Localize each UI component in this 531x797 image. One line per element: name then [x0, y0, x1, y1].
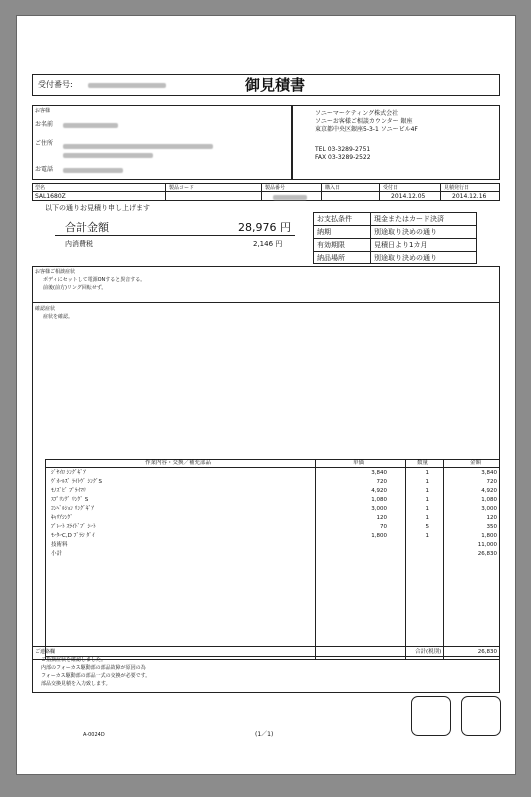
item-amount: 350 — [486, 524, 497, 530]
item-qty: 1 — [425, 479, 429, 485]
payment-terms-label: お支払条件 — [317, 215, 352, 223]
payment-terms-value: 現金またはカード決済 — [374, 215, 444, 223]
table-row — [45, 523, 499, 531]
item-amount: 3,840 — [481, 470, 497, 476]
table-row — [45, 505, 499, 513]
col-header-unit-price: 単価 — [353, 460, 365, 466]
receipt-number-redacted — [88, 83, 166, 88]
product-code-label: 製品コード — [169, 185, 195, 191]
serial-redacted — [273, 195, 307, 200]
item-qty: 1 — [425, 506, 429, 512]
quote-date-value: 2014.12.16 — [452, 193, 487, 200]
customer-address2-redacted — [63, 153, 153, 158]
request-line2: 前後(前方)リング回転せず。 — [43, 285, 107, 291]
delivery-value: 別途取り決めの通り — [374, 228, 437, 236]
item-name: ｼﾞﾔｲﾛ ｼﾝｸﾞｷﾞｱ — [51, 470, 86, 476]
item-qty: 1 — [425, 515, 429, 521]
tax-label: 内消費税 — [65, 240, 93, 248]
col-header-amount: 金額 — [470, 460, 482, 466]
summary-intro: 以下の通りお見積り申し上げます — [45, 204, 150, 212]
item-amount: 4,920 — [481, 488, 497, 494]
document-title: 御見積書 — [245, 76, 306, 94]
header-bar — [32, 74, 500, 96]
item-unit: 1,800 — [371, 533, 387, 539]
customer-address-label: ご住所 — [35, 140, 54, 147]
notes-line3: フォーカス駆動部の部品一式の交換が必要です。 — [41, 673, 151, 679]
total-amount-label: 合計金額 — [65, 221, 109, 234]
table-row — [45, 469, 499, 477]
item-name: 小計 — [51, 551, 63, 557]
customer-phone-redacted — [63, 168, 123, 173]
item-unit: 120 — [376, 515, 387, 521]
receipt-number-label: 受付番号: — [38, 80, 73, 89]
received-date-label: 受付日 — [383, 185, 399, 191]
table-row — [45, 514, 499, 522]
footer-code: A-0024D — [83, 732, 105, 738]
product-info-table — [32, 183, 500, 201]
work-details-box — [32, 266, 500, 660]
model-value: SAL1680Z — [35, 193, 66, 200]
quote-sheet — [17, 16, 515, 774]
diagnosis-label: 確認症状 — [35, 306, 56, 312]
customer-address-redacted — [63, 144, 213, 149]
item-qty: 1 — [425, 488, 429, 494]
item-name: ﾓﾉｽﾞﾋﾞ ﾌﾟﾗｲﾏﾘ — [51, 488, 86, 494]
notes-line1: ご指摘症状を確認しました。 — [41, 657, 107, 663]
item-unit: 720 — [376, 479, 387, 485]
model-label: 型名 — [35, 185, 46, 191]
col-header-work: 作業内容・交換／補充部品 — [145, 460, 212, 466]
notes-line4: 部品交換見積を入力致します。 — [41, 681, 111, 687]
customer-name-label: お名前 — [35, 121, 54, 128]
item-name: ｽﾌﾟﾘﾝｸﾞ ﾘﾝｸﾞ S — [51, 497, 89, 503]
delivery-place-value: 別途取り決めの通り — [374, 254, 437, 262]
received-date-value: 2014.12.05 — [391, 193, 426, 200]
item-amount: 720 — [486, 479, 497, 485]
item-unit: 3,000 — [371, 506, 387, 512]
total-amount-value: 28,976 円 — [238, 221, 291, 234]
serial-label: 製品番号 — [265, 185, 286, 191]
item-amount: 120 — [486, 515, 497, 521]
item-name: ｷｬﾘｱｼﾝｸﾞ — [51, 515, 74, 521]
customer-phone-label: お電話 — [35, 166, 54, 173]
item-qty: 1 — [425, 533, 429, 539]
delivery-place-label: 納品場所 — [317, 254, 345, 262]
item-name: 技術料 — [51, 542, 68, 548]
item-unit: 3,840 — [371, 470, 387, 476]
item-unit: 1,080 — [371, 497, 387, 503]
table-row — [45, 478, 499, 486]
request-label: お客様ご相談症状 — [35, 269, 76, 275]
customer-name-redacted — [63, 123, 118, 128]
table-total-label: 合計(税別) — [415, 649, 442, 655]
validity-value: 見積日より1カ月 — [374, 241, 428, 249]
item-amount: 3,000 — [481, 506, 497, 512]
items-table — [45, 459, 499, 659]
item-qty: 1 — [425, 497, 429, 503]
terms-table — [313, 212, 477, 264]
item-amount: 26,830 — [477, 551, 497, 557]
delivery-label: 納期 — [317, 228, 331, 236]
table-row — [45, 487, 499, 495]
tax-value: 2,146 円 — [253, 240, 283, 248]
item-amount: 11,000 — [477, 542, 497, 548]
purchase-date-label: 購入日 — [325, 185, 341, 191]
table-total-value: 26,830 — [477, 649, 497, 655]
company-block — [292, 105, 500, 180]
notes-line2: 内部のフォーカス駆動部の部品故障が原因の為 — [41, 665, 146, 671]
item-amount: 1,080 — [481, 497, 497, 503]
item-name: ﾓｰﾀｰC,D ﾌﾞﾗｼ ﾀﾞｲ — [51, 533, 95, 539]
notes-label: ご連絡欄 — [35, 649, 56, 655]
total-amount-row — [55, 219, 295, 236]
item-unit: 4,920 — [371, 488, 387, 494]
item-amount: 1,800 — [481, 533, 497, 539]
item-name: ﾌﾟﾚｰﾄ ｽﾗｲﾄﾞﾌﾞ ｼｰﾄ — [51, 524, 96, 530]
company-name: ソニーマーケティング株式会社 — [315, 110, 399, 117]
item-unit: 70 — [380, 524, 387, 530]
customer-label: お客様 — [35, 108, 51, 114]
table-row — [45, 496, 499, 504]
col-header-qty: 数量 — [417, 460, 429, 466]
item-name: ｳﾞｵｰﾙｽﾞ ﾗｲﾄｳﾞ ｼﾝｸﾞS — [51, 479, 102, 485]
page-number: (1／1) — [255, 731, 274, 738]
company-counter: ソニーお客様ご相談カウンター 銀座 — [315, 118, 413, 125]
item-name: ｺﾝﾍﾞﾙｼｮﾝ ﾘﾝｸﾞｷﾞｱ — [51, 506, 94, 512]
table-row — [45, 541, 499, 549]
item-qty: 5 — [425, 524, 429, 530]
customer-block — [32, 105, 292, 180]
table-row — [45, 550, 499, 558]
item-qty: 1 — [425, 470, 429, 476]
company-tel: TEL 03-3289-2751 — [315, 146, 371, 153]
table-row — [45, 532, 499, 540]
validity-label: 有効期限 — [317, 241, 345, 249]
request-line1: ボディにセットして電源ONすると異音する。 — [43, 277, 146, 283]
notes-box — [32, 646, 500, 693]
company-address: 東京都中央区銀座5-3-1 ソニービル4F — [315, 126, 418, 133]
stamp-box-left — [411, 696, 451, 736]
quote-date-label: 見積発行日 — [444, 185, 470, 191]
stamp-box-right — [461, 696, 501, 736]
company-fax: FAX 03-3289-2522 — [315, 154, 371, 161]
diagnosis-line1: 症状を確認。 — [43, 314, 74, 320]
